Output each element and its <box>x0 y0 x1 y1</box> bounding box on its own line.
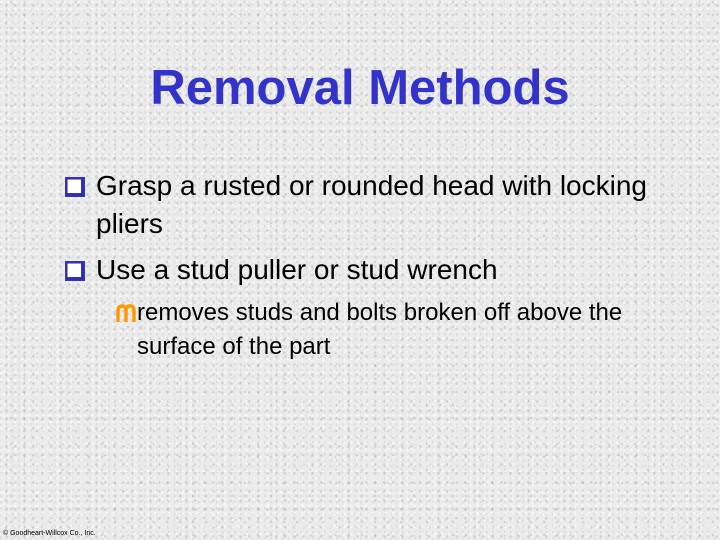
sub-bullet-text: removes studs and bolts broken off above the surface of the part <box>137 299 623 360</box>
bullet-item-2 <box>64 251 664 289</box>
bullet-text: Grasp a rusted or rounded head with locking pliers <box>96 170 647 239</box>
m-shape-bullet-icon <box>116 304 136 322</box>
bullet-text: Use a stud puller or stud wrench <box>96 254 498 285</box>
bullet-item-1 <box>64 167 664 243</box>
square-bullet-icon <box>64 176 86 198</box>
sub-bullet-item-1 <box>116 296 676 364</box>
copyright-footer: © Goodheart-Willcox Co., Inc. <box>3 530 96 537</box>
square-bullet-icon <box>64 260 86 282</box>
slide-title: Removal Methods <box>150 61 570 115</box>
